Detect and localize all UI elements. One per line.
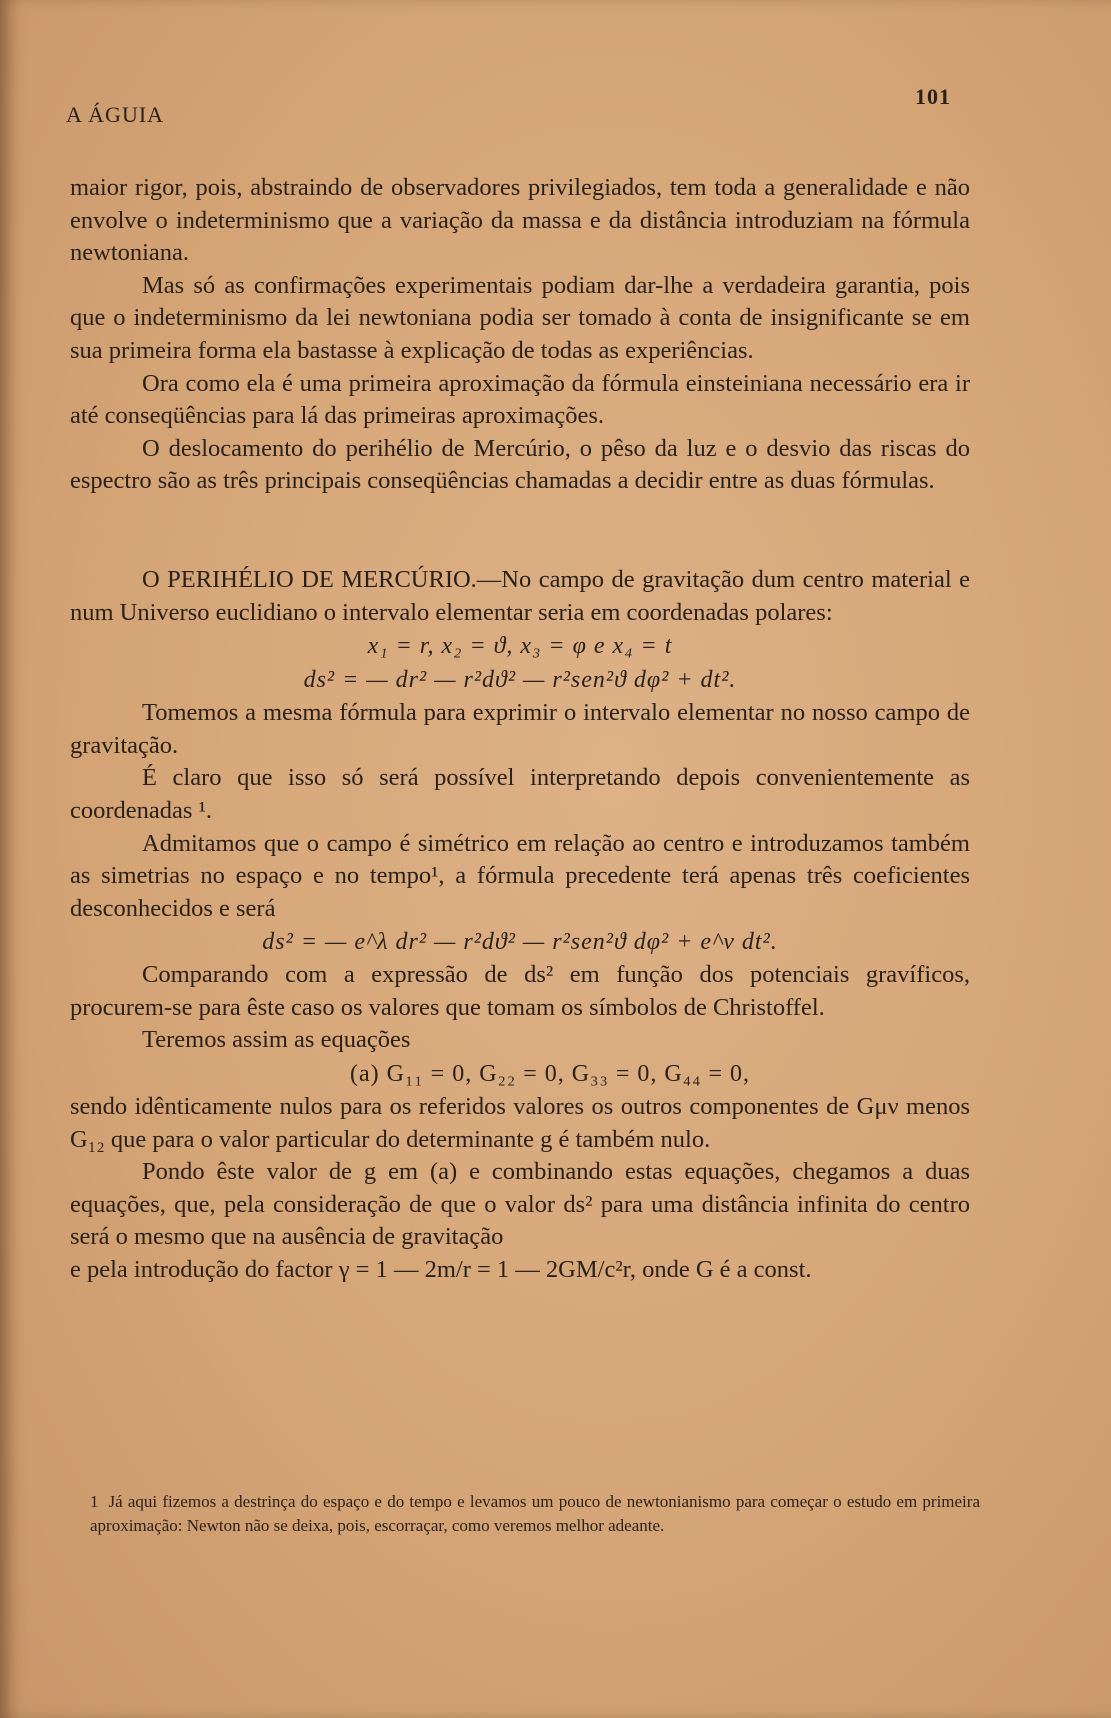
- paragraph: Comparando com a expressão de ds² em função dos potenciais gravíficos, procurem-se para êste caso os valores que tomam os símbolos de Christoffel.: [70, 961, 970, 1021]
- footnote-number: 1: [90, 1492, 99, 1511]
- footnote-text: Já aqui fizemos a destrinça do espaço e do tempo e levamos um pouco de newtonianismo para começar o estudo em primeira aproximação: Newton não se deixa, pois, escorraçar, como veremos melhor adeante.: [90, 1492, 980, 1535]
- paragraph: sendo idênticamente nulos para os referidos valores os outros componentes de Gμν menos G₁₂ que para o valor particular do determinante g é também nulo.: [70, 1093, 970, 1153]
- paragraph: Ora como ela é uma primeira aproximação da fórmula einsteiniana necessário era ir até conseqüências para lá das primeiras aproximações.: [70, 369, 970, 430]
- formula-interval-general: ds² = — e^λ dr² — r²dϑ² — r²sen²ϑ dφ² + e^ν dt².: [262, 929, 778, 956]
- footnote: [90, 1490, 980, 1538]
- paragraph: É claro que isso só será possível interpretando depois convenientemente as coordenadas ¹.: [70, 764, 970, 824]
- paragraph: maior rigor, pois, abstraindo de observadores privilegiados, tem toda a generalidade e não envolve o indeterminismo que a variação da massa e da distância introduziam na fórmula newtoniana.: [70, 174, 970, 267]
- paragraph: Admitamos que o campo é simétrico em relação ao centro e introduzamos também as simetrias no espaço e no tempo¹, a fórmula precedente terá apenas três coeficientes desconhecidos e será: [70, 829, 970, 922]
- page-header: [66, 84, 951, 127]
- paragraph: Pondo êste valor de g em (a) e combinando estas equações, chegamos a duas equações, que, pela consideração de que o valor ds² para uma distância infinita do centro será o mesmo que na ausência de gravitação: [70, 1158, 970, 1251]
- page-number: 101: [915, 84, 951, 109]
- footnotes: [90, 1490, 980, 1538]
- section-paragraph: O PERIHÉLIO DE MERCÚRIO.—No campo de gravitação dum centro material e num Universo euclidiano o intervalo elementar seria em coordenadas polares:: [70, 565, 970, 626]
- paragraph: Tomemos a mesma fórmula para exprimir o intervalo elementar no nosso campo de gravitação.: [70, 699, 970, 759]
- formula-coordinates: x₁ = r, x₂ = ϑ, x₃ = φ e x₄ = t: [367, 633, 673, 660]
- formula-interval: ds² = — dr² — r²dϑ² — r²sen²ϑ dφ² + dt².: [303, 667, 737, 694]
- formula-equations-a: (a) G₁₁ = 0, G₂₂ = 0, G₃₃ = 0, G₄₄ = 0,: [349, 1061, 751, 1088]
- running-title: A ÁGUIA: [66, 102, 165, 127]
- paragraph-factor: e pela introdução do factor γ = 1 — 2m/r = 1 — 2GM/c²r, onde G é a const.: [70, 1256, 812, 1284]
- body-text: [70, 172, 970, 1287]
- paragraph: Teremos assim as equações: [142, 1026, 411, 1054]
- paragraph: Mas só as confirmações experimentais podiam dar-lhe a verdadeira garantia, pois que o indeterminismo da lei newtoniana podia ser tomado à conta de insignificante se em sua primeira forma ela bastasse à explicação de todas as experiências.: [70, 271, 970, 364]
- paragraph: O deslocamento do perihélio de Mercúrio, o pêso da luz e o desvio das riscas do espectro são as três principais conseqüências chamadas a decidir entre as duas fórmulas.: [70, 434, 970, 495]
